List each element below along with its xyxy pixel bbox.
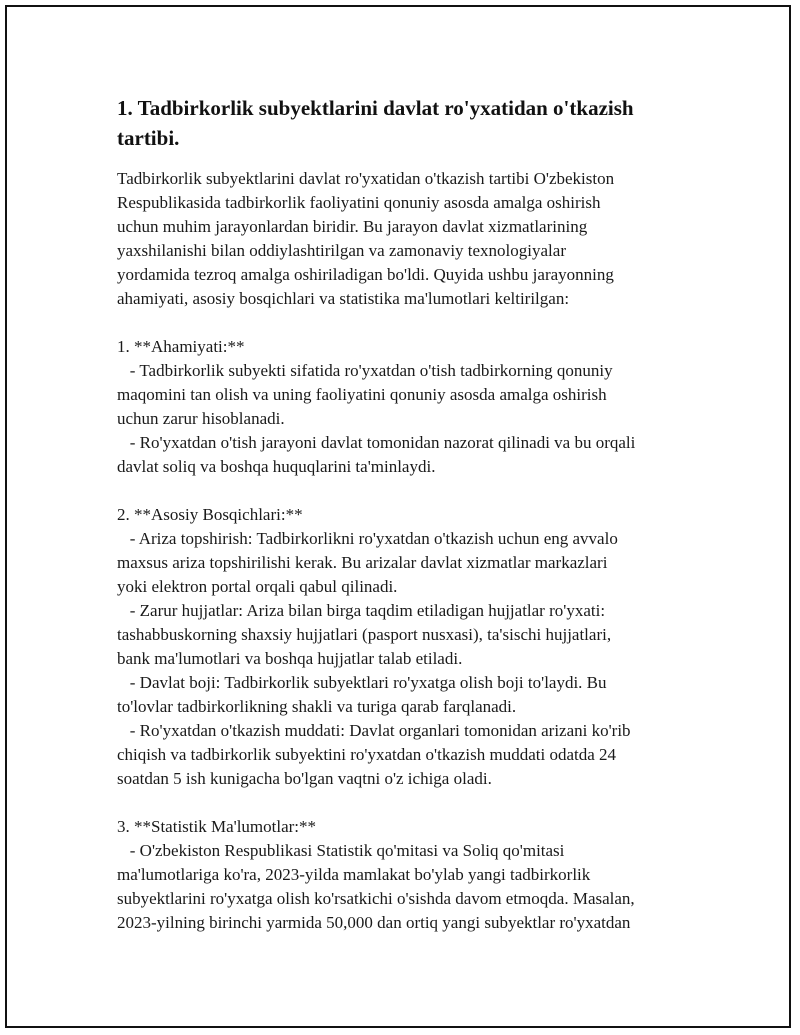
document-content xyxy=(117,93,697,935)
text-line: soatdan 5 ish kunigacha bo'lgan vaqtni o'z ichiga oladi. xyxy=(117,769,492,788)
text-line: yoki elektron portal orqali qabul qilinadi. xyxy=(117,577,398,596)
intro-paragraph xyxy=(117,167,697,311)
text-line: ma'lumotlariga ko'ra, 2023-yilda mamlakat bo'ylab yangi tadbirkorlik xyxy=(117,865,591,884)
text-line: - Ro'yxatdan o'tkazish muddati: Davlat organlari tomonidan arizani ko'rib xyxy=(117,721,631,740)
section-asosiy-bosqichlari xyxy=(117,503,697,791)
text-line: - Ro'yxatdan o'tish jarayoni davlat tomonidan nazorat qilinadi va bu orqali xyxy=(117,433,636,452)
list-heading: 2. **Asosiy Bosqichlari:** xyxy=(117,505,303,524)
text-line: uchun zarur hisoblanadi. xyxy=(117,409,285,428)
text-line: tashabbuskorning shaxsiy hujjatlari (pasport nusxasi), ta'sischi hujjatlari, xyxy=(117,625,612,644)
heading-line: tartibi. xyxy=(117,126,180,150)
text-line: to'lovlar tadbirkorlikning shakli va turiga qarab farqlanadi. xyxy=(117,697,517,716)
text-line: maxsus ariza topshirilishi kerak. Bu arizalar davlat xizmatlar markazlari xyxy=(117,553,608,572)
text-line: Tadbirkorlik subyektlarini davlat ro'yxatidan o'tkazish tartibi O'zbekiston xyxy=(117,169,615,188)
section-ahamiyati xyxy=(117,335,697,479)
text-line: - Davlat boji: Tadbirkorlik subyektlari ro'yxatga olish boji to'laydi. Bu xyxy=(117,673,607,692)
text-line: - Ariza topshirish: Tadbirkorlikni ro'yxatdan o'tkazish uchun eng avvalo xyxy=(117,529,618,548)
paragraph-gap xyxy=(117,479,697,503)
document-body xyxy=(117,167,697,935)
paragraph-gap xyxy=(117,791,697,815)
heading-line: 1. Tadbirkorlik subyektlarini davlat ro'yxatidan o'tkazish xyxy=(117,96,634,120)
paragraph-gap xyxy=(117,311,697,335)
text-line: 2023-yilning birinchi yarmida 50,000 dan ortiq yangi subyektlar ro'yxatdan xyxy=(117,913,631,932)
text-line: ahamiyati, asosiy bosqichlari va statistika ma'lumotlari keltirilgan: xyxy=(117,289,570,308)
text-line: chiqish va tadbirkorlik subyektini ro'yxatdan o'tkazish muddati odatda 24 xyxy=(117,745,617,764)
text-line: Respublikasida tadbirkorlik faoliyatini qonuniy asosda amalga oshirish xyxy=(117,193,601,212)
list-heading: 1. **Ahamiyati:** xyxy=(117,337,245,356)
text-line: subyektlarini ro'yxatga olish ko'rsatkichi o'sishda davom etmoqda. Masalan, xyxy=(117,889,635,908)
text-line: - Tadbirkorlik subyekti sifatida ro'yxatdan o'tish tadbirkorning qonuniy xyxy=(117,361,613,380)
text-line: yaxshilanishi bilan oddiylashtirilgan va zamonaviy texnologiyalar xyxy=(117,241,566,260)
section-statistik-malumotlar xyxy=(117,815,697,935)
text-line: maqomini tan olish va uning faoliyatini qonuniy asosda amalga oshirish xyxy=(117,385,607,404)
text-line: uchun muhim jarayonlardan biridir. Bu jarayon davlat xizmatlarining xyxy=(117,217,588,236)
text-line: davlat soliq va boshqa huquqlarini ta'minlaydi. xyxy=(117,457,436,476)
list-heading: 3. **Statistik Ma'lumotlar:** xyxy=(117,817,317,836)
text-line: - Zarur hujjatlar: Ariza bilan birga taqdim etiladigan hujjatlar ro'yxati: xyxy=(117,601,606,620)
text-line: - O'zbekiston Respublikasi Statistik qo'mitasi va Soliq qo'mitasi xyxy=(117,841,565,860)
text-line: yordamida tezroq amalga oshiriladigan bo'ldi. Quyida ushbu jarayonning xyxy=(117,265,614,284)
text-line: bank ma'lumotlari va boshqa hujjatlar talab etiladi. xyxy=(117,649,463,668)
section-heading xyxy=(117,93,697,153)
